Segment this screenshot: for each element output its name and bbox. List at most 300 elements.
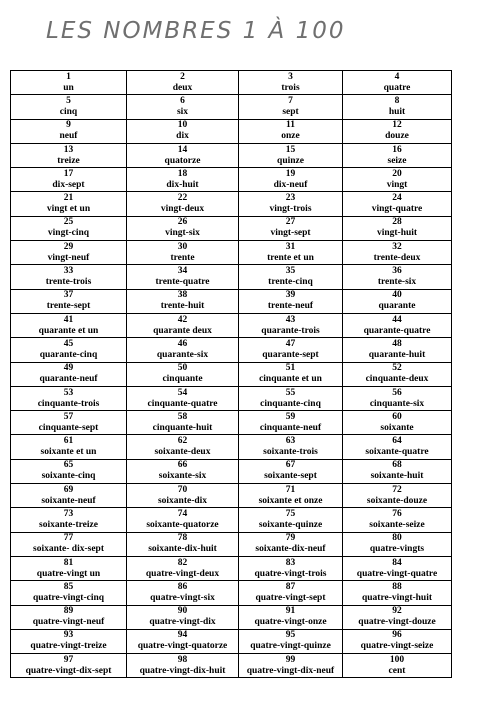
- number-word: cinquante-trois: [37, 398, 100, 409]
- number-word: soixante-dix: [157, 495, 208, 506]
- number-cell: [343, 435, 452, 459]
- number-digits: 61: [63, 436, 74, 447]
- number-digits: 74: [177, 508, 188, 519]
- number-cell: [239, 556, 343, 580]
- number-cell: [239, 654, 343, 678]
- number-word: vingt-deux: [160, 204, 205, 215]
- table-row: [11, 71, 452, 95]
- number-digits: 2: [180, 71, 185, 82]
- number-word: quatre-vingt-dix-neuf: [246, 665, 335, 676]
- number-digits: 32: [392, 241, 402, 252]
- number-digits: 26: [177, 217, 188, 228]
- number-cell: [239, 265, 343, 289]
- number-cell: [127, 119, 239, 143]
- number-cell: [343, 605, 452, 629]
- number-cell: [343, 168, 452, 192]
- number-digits: 36: [392, 266, 402, 277]
- number-digits: 89: [63, 606, 74, 617]
- number-cell: [343, 508, 452, 532]
- number-cell: [127, 435, 239, 459]
- number-digits: 16: [392, 144, 402, 155]
- table-row: [11, 192, 452, 216]
- number-digits: 1: [66, 71, 71, 82]
- number-word: seize: [387, 155, 407, 166]
- number-digits: 52: [392, 363, 402, 374]
- number-cell: [239, 484, 343, 508]
- number-word: soixante-dix-neuf: [255, 544, 326, 555]
- number-word: trente-sept: [46, 301, 91, 312]
- table-row: [11, 289, 452, 313]
- number-cell: [127, 532, 239, 556]
- number-digits: 3: [288, 71, 293, 82]
- number-cell: [239, 216, 343, 240]
- number-cell: [343, 313, 452, 337]
- number-digits: 68: [392, 460, 402, 471]
- number-digits: 38: [177, 290, 188, 301]
- number-word: quatre-vingt-douze: [358, 617, 436, 628]
- number-cell: [343, 532, 452, 556]
- number-digits: 92: [392, 606, 402, 617]
- number-word: vingt et un: [46, 204, 91, 215]
- number-word: quatre-vingt-dix: [149, 617, 216, 628]
- number-digits: 87: [285, 581, 296, 592]
- number-word: cinquante-six: [369, 398, 425, 409]
- number-word: quarante-neuf: [39, 374, 98, 385]
- number-word: un: [63, 82, 74, 93]
- number-cell: [343, 338, 452, 362]
- number-digits: 88: [392, 581, 402, 592]
- number-digits: 23: [285, 193, 296, 204]
- number-cell: [11, 411, 127, 435]
- number-digits: 59: [285, 411, 296, 422]
- table-row: [11, 386, 452, 410]
- number-word: trente-neuf: [267, 301, 314, 312]
- number-word: vingt-quatre: [371, 204, 423, 215]
- number-word: trente et un: [267, 252, 314, 263]
- number-cell: [239, 168, 343, 192]
- number-digits: 98: [177, 654, 188, 665]
- number-digits: 94: [177, 630, 188, 641]
- number-digits: 31: [285, 241, 296, 252]
- number-word: vingt: [386, 179, 408, 190]
- number-word: quarante-sept: [262, 349, 319, 360]
- number-digits: 60: [392, 411, 402, 422]
- number-digits: 69: [63, 484, 74, 495]
- number-word: quinze: [277, 155, 304, 166]
- number-digits: 62: [177, 436, 188, 447]
- number-word: quarante-huit: [368, 349, 426, 360]
- number-word: huit: [388, 106, 406, 117]
- number-word: soixante et onze: [258, 495, 323, 506]
- number-cell: [239, 71, 343, 95]
- number-digits: 90: [177, 606, 188, 617]
- number-cell: [11, 508, 127, 532]
- number-cell: [11, 629, 127, 653]
- number-digits: 34: [177, 266, 188, 277]
- number-cell: [239, 386, 343, 410]
- number-word: onze: [281, 131, 300, 142]
- number-cell: [11, 556, 127, 580]
- number-digits: 10: [177, 120, 188, 131]
- number-digits: 4: [394, 71, 400, 82]
- number-digits: 28: [392, 217, 402, 228]
- number-digits: 44: [392, 314, 402, 325]
- number-digits: 7: [288, 95, 293, 106]
- number-cell: [239, 605, 343, 629]
- number-word: cinquante et un: [259, 374, 322, 385]
- number-digits: 49: [63, 363, 74, 374]
- number-digits: 25: [63, 217, 74, 228]
- number-cell: [343, 143, 452, 167]
- number-cell: [127, 338, 239, 362]
- number-cell: [343, 71, 452, 95]
- number-digits: 17: [63, 168, 74, 179]
- number-cell: [239, 241, 343, 265]
- number-word: trente-six: [377, 277, 417, 288]
- number-word: soixante-neuf: [41, 495, 96, 506]
- number-word: cinquante: [162, 374, 203, 385]
- number-word: quatre-vingts: [369, 544, 425, 555]
- number-cell: [127, 241, 239, 265]
- number-digits: 13: [63, 144, 74, 155]
- number-cell: [239, 192, 343, 216]
- table-row: [11, 459, 452, 483]
- number-digits: 58: [177, 411, 188, 422]
- number-digits: 37: [63, 290, 74, 301]
- number-cell: [343, 484, 452, 508]
- number-cell: [11, 338, 127, 362]
- number-cell: [239, 362, 343, 386]
- number-cell: [11, 362, 127, 386]
- number-cell: [127, 484, 239, 508]
- number-cell: [11, 313, 127, 337]
- table-row: [11, 338, 452, 362]
- number-word: soixante-douze: [366, 495, 428, 506]
- number-word: sept: [282, 106, 299, 117]
- number-cell: [11, 143, 127, 167]
- number-cell: [239, 629, 343, 653]
- number-cell: [239, 435, 343, 459]
- number-cell: [127, 459, 239, 483]
- number-digits: 70: [177, 484, 188, 495]
- number-cell: [11, 95, 127, 119]
- number-word: vingt-trois: [269, 204, 312, 215]
- number-cell: [11, 581, 127, 605]
- number-cell: [11, 459, 127, 483]
- number-word: quarante: [378, 301, 416, 312]
- number-word: quarante-six: [156, 349, 209, 360]
- number-word: vingt-huit: [376, 228, 418, 239]
- number-cell: [127, 216, 239, 240]
- number-word: soixante-quatre: [365, 447, 429, 458]
- number-digits: 22: [177, 193, 188, 204]
- number-digits: 71: [285, 484, 296, 495]
- number-word: quatre-vingt-deux: [145, 568, 220, 579]
- number-cell: [343, 95, 452, 119]
- number-cell: [239, 338, 343, 362]
- number-digits: 9: [66, 120, 71, 131]
- number-cell: [11, 289, 127, 313]
- number-word: treize: [57, 155, 80, 166]
- number-word: quatre-vingt-quinze: [250, 641, 331, 652]
- number-cell: [11, 168, 127, 192]
- number-cell: [127, 95, 239, 119]
- number-digits: 30: [177, 241, 188, 252]
- number-digits: 35: [285, 266, 296, 277]
- number-word: deux: [172, 82, 193, 93]
- number-word: cinquante-sept: [38, 422, 99, 433]
- number-word: soixante-trois: [263, 447, 318, 458]
- number-word: neuf: [59, 131, 78, 142]
- number-digits: 80: [392, 533, 402, 544]
- number-word: soixante-quatorze: [146, 519, 219, 530]
- number-cell: [343, 192, 452, 216]
- number-cell: [239, 143, 343, 167]
- table-row: [11, 556, 452, 580]
- number-word: soixante-six: [158, 471, 207, 482]
- number-word: dix-huit: [166, 179, 199, 190]
- number-cell: [343, 556, 452, 580]
- number-word: soixante-cinq: [41, 471, 96, 482]
- number-digits: 41: [63, 314, 74, 325]
- table-row: [11, 605, 452, 629]
- table-row: [11, 241, 452, 265]
- number-digits: 43: [285, 314, 296, 325]
- number-word: soixante et un: [40, 447, 97, 458]
- number-cell: [343, 216, 452, 240]
- number-word: quatre-vingt-sept: [255, 592, 326, 603]
- number-word: cinquante-cinq: [260, 398, 321, 409]
- number-word: soixante-treize: [39, 519, 98, 530]
- number-cell: [127, 629, 239, 653]
- number-digits: 55: [285, 387, 296, 398]
- number-cell: [127, 411, 239, 435]
- number-cell: [343, 411, 452, 435]
- number-cell: [343, 362, 452, 386]
- number-cell: [239, 581, 343, 605]
- number-digits: 72: [392, 484, 402, 495]
- number-digits: 29: [63, 241, 74, 252]
- number-word: quatre-vingt-onze: [254, 617, 327, 628]
- number-cell: [127, 386, 239, 410]
- number-cell: [11, 216, 127, 240]
- number-word: cinquante-deux: [365, 374, 429, 385]
- table-row: [11, 411, 452, 435]
- number-word: quarante et un: [38, 325, 99, 336]
- number-cell: [11, 435, 127, 459]
- number-digits: 67: [285, 460, 296, 471]
- number-digits: 40: [392, 290, 402, 301]
- number-word: soixante-sept: [264, 471, 317, 482]
- number-word: trente-cinq: [268, 277, 313, 288]
- number-cell: [127, 168, 239, 192]
- number-cell: [343, 629, 452, 653]
- table-row: [11, 508, 452, 532]
- number-cell: [239, 119, 343, 143]
- table-row: [11, 265, 452, 289]
- number-word: quarante-trois: [261, 325, 320, 336]
- number-word: soixante-quinze: [258, 519, 323, 530]
- number-digits: 97: [63, 654, 74, 665]
- number-digits: 33: [63, 266, 74, 277]
- table-row: [11, 143, 452, 167]
- number-word: cinquante-neuf: [259, 422, 322, 433]
- number-digits: 76: [392, 508, 402, 519]
- number-word: quatre-vingt-trois: [254, 568, 327, 579]
- number-word: trois: [281, 82, 300, 93]
- number-word: soixante-deux: [154, 447, 211, 458]
- number-word: vingt-cinq: [47, 228, 90, 239]
- table-row: [11, 362, 452, 386]
- table-row: [11, 119, 452, 143]
- number-digits: 6: [180, 95, 185, 106]
- number-word: quatre-vingt-cinq: [32, 592, 105, 603]
- number-digits: 65: [63, 460, 74, 471]
- numbers-table: [10, 70, 452, 678]
- number-digits: 63: [285, 436, 296, 447]
- number-word: quatre-vingt-treize: [30, 641, 107, 652]
- number-word: quatre-vingt-quatorze: [137, 641, 228, 652]
- number-digits: 91: [285, 606, 296, 617]
- number-digits: 45: [63, 338, 74, 349]
- number-digits: 20: [392, 168, 402, 179]
- number-word: trente-deux: [373, 252, 421, 263]
- number-digits: 81: [63, 557, 74, 568]
- number-cell: [127, 362, 239, 386]
- number-word: quatorze: [164, 155, 201, 166]
- number-cell: [239, 95, 343, 119]
- number-digits: 99: [285, 654, 296, 665]
- number-digits: 14: [177, 144, 188, 155]
- number-cell: [11, 654, 127, 678]
- table-row: [11, 581, 452, 605]
- number-digits: 100: [389, 654, 405, 665]
- number-word: quarante-quatre: [363, 325, 431, 336]
- number-digits: 79: [285, 533, 296, 544]
- number-digits: 50: [177, 363, 188, 374]
- number-word: quatre-vingt-neuf: [32, 617, 105, 628]
- number-cell: [239, 459, 343, 483]
- number-word: dix: [176, 131, 189, 142]
- number-cell: [127, 313, 239, 337]
- number-cell: [343, 265, 452, 289]
- number-digits: 39: [285, 290, 296, 301]
- number-cell: [11, 241, 127, 265]
- number-cell: [127, 289, 239, 313]
- number-cell: [343, 119, 452, 143]
- number-word: six: [176, 106, 189, 117]
- number-digits: 85: [63, 581, 74, 592]
- number-word: soixante-seize: [369, 519, 425, 530]
- number-digits: 51: [285, 363, 296, 374]
- number-cell: [127, 581, 239, 605]
- number-cell: [127, 192, 239, 216]
- number-cell: [11, 605, 127, 629]
- number-cell: [239, 508, 343, 532]
- number-word: soixante-dix-huit: [148, 544, 217, 555]
- table-row: [11, 95, 452, 119]
- number-cell: [11, 265, 127, 289]
- number-digits: 19: [285, 168, 296, 179]
- number-digits: 24: [392, 193, 402, 204]
- number-digits: 77: [63, 533, 74, 544]
- number-word: quatre-vingt-seize: [360, 641, 434, 652]
- number-cell: [343, 459, 452, 483]
- number-digits: 93: [63, 630, 74, 641]
- number-word: trente-quatre: [155, 277, 210, 288]
- number-word: quatre-vingt un: [36, 568, 101, 579]
- number-digits: 15: [285, 144, 296, 155]
- number-digits: 8: [394, 95, 400, 106]
- number-word: trente: [170, 252, 195, 263]
- table-row: [11, 435, 452, 459]
- number-word: cent: [388, 665, 406, 676]
- number-digits: 56: [392, 387, 402, 398]
- number-word: cinquante-huit: [152, 422, 213, 433]
- table-row: [11, 313, 452, 337]
- table-row: [11, 532, 452, 556]
- number-word: cinquante-quatre: [147, 398, 218, 409]
- number-digits: 5: [66, 95, 71, 106]
- number-digits: 95: [285, 630, 296, 641]
- number-digits: 48: [392, 338, 402, 349]
- number-digits: 46: [177, 338, 188, 349]
- number-digits: 42: [177, 314, 188, 325]
- number-digits: 11: [286, 120, 295, 131]
- number-cell: [343, 581, 452, 605]
- number-word: quarante deux: [153, 325, 212, 336]
- number-digits: 54: [177, 387, 188, 398]
- table-row: [11, 629, 452, 653]
- number-word: quatre-vingt-six: [150, 592, 215, 603]
- number-digits: 57: [63, 411, 74, 422]
- number-cell: [11, 71, 127, 95]
- number-cell: [239, 289, 343, 313]
- number-word: soixante: [380, 422, 414, 433]
- number-digits: 18: [177, 168, 188, 179]
- number-cell: [343, 289, 452, 313]
- number-cell: [127, 71, 239, 95]
- page-title: LES NOMBRES 1 À 100: [46, 18, 346, 44]
- number-word: quatre-vingt-huit: [361, 592, 433, 603]
- number-word: quarante-cinq: [39, 349, 98, 360]
- number-digits: 84: [392, 557, 402, 568]
- number-word: quatre: [383, 82, 411, 93]
- number-cell: [11, 386, 127, 410]
- number-cell: [11, 484, 127, 508]
- number-word: quatre-vingt-quatre: [356, 568, 438, 579]
- number-digits: 21: [63, 193, 74, 204]
- number-word: cinq: [59, 106, 78, 117]
- number-cell: [127, 508, 239, 532]
- number-cell: [127, 556, 239, 580]
- number-word: soixante-huit: [370, 471, 424, 482]
- number-cell: [343, 241, 452, 265]
- number-digits: 75: [285, 508, 296, 519]
- number-cell: [239, 532, 343, 556]
- number-cell: [11, 119, 127, 143]
- table-row: [11, 168, 452, 192]
- number-cell: [127, 143, 239, 167]
- table-row: [11, 484, 452, 508]
- number-word: dix-neuf: [273, 179, 308, 190]
- number-word: soixante- dix-sept: [33, 544, 104, 555]
- number-cell: [239, 411, 343, 435]
- number-digits: 64: [392, 436, 402, 447]
- numbers-table-body: [11, 71, 452, 678]
- number-digits: 82: [177, 557, 188, 568]
- number-digits: 27: [285, 217, 296, 228]
